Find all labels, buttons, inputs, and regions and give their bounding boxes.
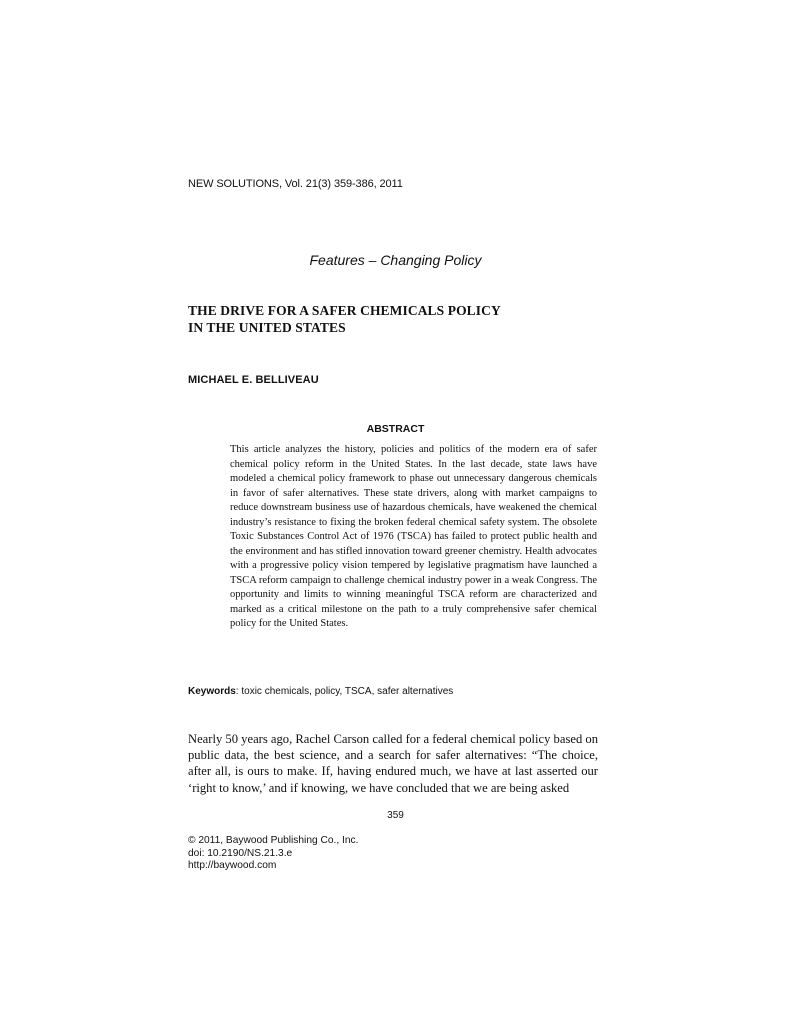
keywords-label: Keywords bbox=[188, 686, 236, 697]
article-title-line-1: THE DRIVE FOR A SAFER CHEMICALS POLICY bbox=[188, 303, 501, 318]
journal-citation: NEW SOLUTIONS, Vol. 21(3) 359-386, 2011 bbox=[188, 178, 403, 190]
publication-footer bbox=[188, 835, 358, 873]
keywords bbox=[188, 686, 453, 697]
copyright-line: © 2011, Baywood Publishing Co., Inc. bbox=[188, 835, 359, 846]
article-title bbox=[188, 302, 588, 336]
body-paragraph: Nearly 50 years ago, Rachel Carson called for a federal chemical policy based on public data, the best science, and a search for safer alternatives: “The choice, after all, is ours to make. If, having endured much, we have at last asserted our ‘right to know,’ and if knowing, we have concluded that we are being asked bbox=[188, 732, 598, 795]
doi-line: doi: 10.2190/NS.21.3.e bbox=[188, 847, 293, 859]
abstract-body: This article analyzes the history, policies and politics of the modern era of safer chemical policy reform in the United States. In the last decade, state laws have modeled a chemical policy framework to phase out unnecessary dangerous chemicals in favor of safer alternatives. These state drivers, along with market campaigns to reduce downstream business use of hazardous chemicals, have weakened the chemical industry’s resistance to fixing the broken federal chemical safety system. The obsolete Toxic Substances Control Act of 1976 (TSCA) has failed to protect public health and the environment and has stifled innovation toward greener chemistry. Health advocates with a progressive policy vision tempered by legislative pragmatism have launched a TSCA reform campaign to challenge chemical industry power in a weak Congress. The opportunity and limits to winning meaningful TSCA reform are characterized and marked as a critical milestone on the path to a truly comprehensive safer chemical policy for the United States. bbox=[230, 444, 597, 629]
page-number: 359 bbox=[387, 810, 404, 821]
article-title-line-2: IN THE UNITED STATES bbox=[188, 320, 346, 335]
section-title: Features – Changing Policy bbox=[309, 252, 482, 268]
abstract-heading: ABSTRACT bbox=[366, 423, 425, 435]
author-name: MICHAEL E. BELLIVEAU bbox=[188, 374, 319, 386]
keywords-values: : toxic chemicals, policy, TSCA, safer alternatives bbox=[235, 686, 454, 697]
publisher-url: http://baywood.com bbox=[188, 860, 277, 871]
